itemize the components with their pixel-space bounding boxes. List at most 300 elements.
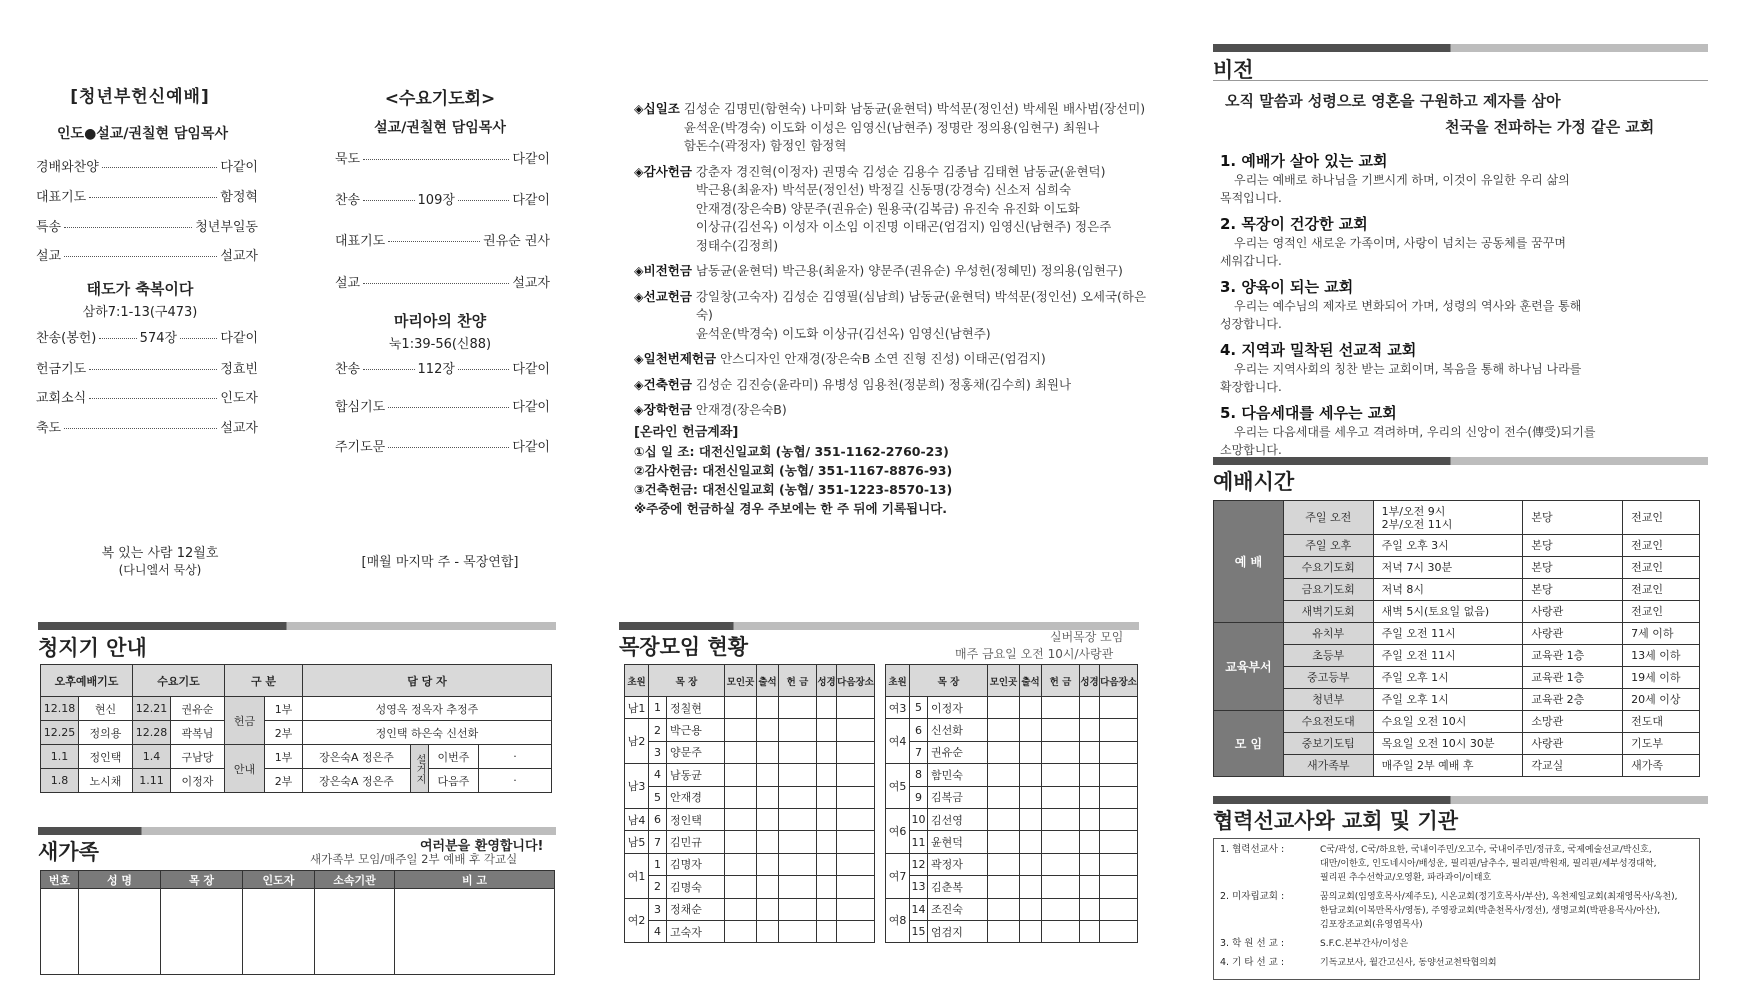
vision-item-desc: 우리는 다음세대를 세우고 격려하며, 우리의 신앙이 전수(傳受)되기를	[1234, 425, 1596, 439]
offering-group	[634, 100, 1154, 156]
cell-leader: 양문주	[667, 741, 725, 763]
cell-group: 남3	[625, 764, 649, 809]
worship-cell: 목요일 오전 10시 30분	[1373, 733, 1523, 755]
cell-blank	[1020, 808, 1042, 830]
newfamily-cell	[79, 889, 161, 975]
cell-blank	[757, 876, 779, 898]
cell-blank	[757, 697, 779, 719]
order-row	[36, 160, 258, 176]
worship-cell: 유치부	[1283, 623, 1373, 645]
cell-blank	[817, 808, 837, 830]
steward-name: 구남당	[171, 745, 225, 769]
steward-date: 12.18	[41, 697, 79, 721]
steward-table	[40, 664, 552, 793]
youth-footer-sub: (다니엘서 묵상)	[118, 563, 202, 577]
order-label: 경배와찬양	[36, 160, 99, 175]
cell-blank	[988, 808, 1020, 830]
worship-cell: 새벽기도회	[1283, 601, 1373, 623]
youth-sermon-ref: 삼하7:1-13(구473)	[82, 305, 198, 320]
cell-blank	[988, 719, 1020, 741]
newfamily-cell	[41, 889, 79, 975]
offering-names-line: 안재경(장은숙B) 양문주(권유순) 원용국(김복금) 유진숙 유진화 이도화	[695, 200, 1080, 216]
service-label: 1부	[265, 697, 303, 721]
cell-number: 5	[910, 697, 928, 719]
online-line: ①십 일 조: 대전신일교회 (농협/ 351-1162-2760-23)	[634, 444, 949, 459]
offering-names-line: 함돈수(곽정자) 함정인 함정혁	[683, 138, 847, 153]
service-label: 2부	[265, 721, 303, 745]
cell-group: 여6	[886, 808, 910, 853]
cell-header: 모인곳	[725, 665, 757, 697]
newfamily-cell	[161, 889, 243, 975]
steward-date: 12.25	[41, 721, 79, 745]
cell-number: 3	[649, 741, 667, 763]
cell-number: 2	[649, 719, 667, 741]
cell-blank	[725, 920, 757, 942]
cell-blank	[988, 786, 1020, 808]
cell-header: 성경	[1080, 665, 1100, 697]
order-dots	[363, 200, 414, 201]
mission-label: 3. 학 원 선 교 :	[1220, 938, 1285, 949]
cell-blank	[1100, 876, 1138, 898]
cell-blank	[779, 719, 817, 741]
cell-blank	[757, 898, 779, 920]
cell-blank	[1042, 786, 1080, 808]
order-row	[36, 331, 258, 347]
dishwashing-this-week: 이번주	[429, 745, 479, 769]
cell-heading: 목장모임 현황	[619, 635, 749, 659]
worship-group: 예 배	[1214, 501, 1284, 623]
cell-leader: 정인택	[667, 808, 725, 830]
worship-bar	[1213, 457, 1708, 465]
cell-blank	[779, 808, 817, 830]
online-line: ②감사헌금: 대전신일교회 (농협/ 351-1167-8876-93)	[634, 463, 953, 478]
cell-blank	[1100, 853, 1138, 875]
vision-item-desc: 우리는 예수님의 제자로 변화되어 가며, 성령의 역사와 훈련을 통해	[1234, 299, 1582, 313]
youth-sermon-title: 태도가 축복이다	[86, 280, 194, 298]
cell-blank	[725, 898, 757, 920]
offering-names-line: 안재경(장은숙B)	[695, 402, 787, 417]
online-accounts	[634, 423, 1154, 518]
cell-leader: 신선화	[928, 719, 988, 741]
newfamily-cell	[315, 889, 395, 975]
cell-blank	[988, 831, 1020, 853]
offering-group	[634, 163, 1154, 256]
cell-leader: 남동균	[667, 764, 725, 786]
cell-blank	[725, 853, 757, 875]
cell-group: 여4	[886, 719, 910, 764]
vision-item-desc: 목적입니다.	[1220, 191, 1282, 205]
cell-group: 남4	[625, 808, 649, 830]
cell-blank	[1100, 808, 1138, 830]
cell-leader: 김춘복	[928, 876, 988, 898]
cell-blank	[988, 764, 1020, 786]
dishwashing-name: ·	[479, 769, 552, 793]
cell-blank	[837, 808, 875, 830]
order-label: 주기도문	[335, 440, 386, 455]
cell-leader: 엄검지	[928, 920, 988, 942]
worship-cell: 전교인	[1623, 601, 1700, 623]
newfamily-bar	[38, 827, 556, 835]
steward-name: 현신	[79, 697, 133, 721]
order-label: 대표기도	[335, 234, 386, 249]
youth-leader: 인도●설교/권칠현 담임목사	[57, 126, 228, 142]
mission-line: 필리핀 추수선학교/오영환, 파라과이/이태호	[1320, 873, 1492, 883]
steward-header: 구 분	[225, 665, 303, 697]
order-hymn: 112장	[417, 362, 455, 377]
offering-names-line: 윤석운(박경숙) 이도화 이상규(김선옥) 임영신(남현주)	[695, 325, 991, 341]
guide-label: 안내	[225, 745, 265, 793]
worship-cell: 금요기도회	[1283, 579, 1373, 601]
cell-blank	[725, 741, 757, 763]
cell-blank	[779, 876, 817, 898]
cell-blank	[817, 876, 837, 898]
cell-leader: 김명자	[667, 853, 725, 875]
order-label: 헌금기도	[36, 362, 87, 377]
order-label: 축도	[36, 421, 62, 436]
order-dots	[89, 197, 217, 198]
cell-number: 7	[649, 831, 667, 853]
order-dots	[102, 167, 218, 168]
worship-cell: 본당	[1523, 557, 1623, 579]
cell-blank	[1020, 853, 1042, 875]
service-label: 2부	[265, 769, 303, 793]
cell-number: 4	[649, 920, 667, 942]
order-row	[335, 400, 550, 416]
cell-leader: 이정자	[928, 697, 988, 719]
worship-cell: 매주일 2부 예배 후	[1373, 755, 1523, 777]
steward-heading: 청지기 안내	[38, 636, 147, 660]
order-label: 특송	[36, 220, 62, 235]
cell-blank	[837, 697, 875, 719]
vision-item	[1220, 150, 1710, 207]
order-dots	[388, 447, 509, 448]
offering-names-line: 강일창(고숙자) 김성순 김영필(심남희) 남동균(윤현덕) 박석문(정인선) 오세국(하은숙)	[695, 288, 1147, 322]
offering-names-line: 이상규(김선옥) 이성자 이소임 이진명 이태곤(엄검지) 임영신(남현주) 정은주	[695, 219, 1112, 234]
vision-statement-1: 오직 말씀과 성령으로 영혼을 구원하고 제자를 삼아	[1225, 92, 1561, 110]
offering-group	[634, 401, 1154, 420]
offering-label: ◈선교헌금	[634, 288, 692, 304]
cell-leader: 김민규	[667, 831, 725, 853]
offering-label: ◈건축헌금	[634, 376, 692, 392]
cell-blank	[1042, 697, 1080, 719]
mission-values	[1320, 956, 1497, 970]
cell-group: 남5	[625, 831, 649, 853]
order-dots	[180, 338, 217, 339]
cell-blank	[1020, 920, 1042, 942]
worship-cell: 본당	[1523, 579, 1623, 601]
cell-blank	[837, 898, 875, 920]
guide-assignees: 장은숙A 정은주	[303, 745, 411, 769]
worship-cell: 주일 오전 11시	[1373, 645, 1523, 667]
offering-names-line: 윤석운(박경숙) 이도화 이성은 임영신(남현주) 정명란 정의용(임현구) 최원나	[683, 119, 1100, 135]
newfamily-header: 번호	[41, 871, 79, 889]
worship-cell: 전교인	[1623, 557, 1700, 579]
offering-names	[720, 350, 1046, 369]
vision-item	[1220, 213, 1710, 270]
order-hymn: 574장	[139, 331, 178, 346]
cell-number: 5	[649, 786, 667, 808]
steward-name: 이정자	[171, 769, 225, 793]
order-value: 다같이	[220, 160, 258, 175]
vision-underline	[1213, 80, 1708, 81]
worship-cell: 교육관 1층	[1523, 645, 1623, 667]
cell-blank	[757, 920, 779, 942]
offering-group	[634, 376, 1154, 395]
order-dots	[64, 428, 217, 429]
offering-names	[684, 100, 1145, 156]
cell-blank	[817, 853, 837, 875]
cell-blank	[1080, 808, 1100, 830]
cell-blank	[1100, 741, 1138, 763]
order-dots	[388, 241, 480, 242]
cell-blank	[757, 719, 779, 741]
cell-header: 성경	[817, 665, 837, 697]
cell-leader: 정채순	[667, 898, 725, 920]
cell-blank	[1100, 920, 1138, 942]
vision-item-desc: 우리는 예배로 하나님을 기쁘시게 하며, 이것이 유일한 우리 삶의	[1234, 173, 1570, 187]
mission-row	[1220, 890, 1693, 932]
cell-blank	[757, 831, 779, 853]
order-value: 다같이	[512, 400, 550, 415]
newfamily-header: 소속기관	[315, 871, 395, 889]
steward-bar	[38, 622, 556, 630]
cell-blank	[837, 920, 875, 942]
cell-blank	[988, 898, 1020, 920]
cell-blank	[1042, 920, 1080, 942]
order-dots	[64, 227, 192, 228]
worship-cell: 본당	[1523, 535, 1623, 557]
cell-number: 11	[910, 831, 928, 853]
worship-cell: 교육관 2층	[1523, 689, 1623, 711]
order-row	[335, 362, 550, 378]
vision-item-title: 5. 다음세대를 세우는 교회	[1220, 404, 1397, 422]
offering-names	[696, 262, 1123, 281]
cell-header: 출석	[757, 665, 779, 697]
order-label: 설교	[335, 276, 361, 291]
worship-cell: 교육관 1층	[1523, 667, 1623, 689]
cell-blank	[1080, 853, 1100, 875]
worship-heading: 예배시간	[1213, 470, 1295, 494]
vision-item-title: 4. 지역과 밀착된 선교적 교회	[1220, 341, 1417, 359]
worship-cell: 각교실	[1523, 755, 1623, 777]
order-dots	[99, 338, 136, 339]
cell-header: 초원	[625, 665, 649, 697]
cell-leader: 김선영	[928, 808, 988, 830]
cell-blank	[1080, 697, 1100, 719]
offering-assignees: 성영옥 정옥자 추정주	[303, 697, 552, 721]
cell-number: 14	[910, 898, 928, 920]
cell-leader: 윤현덕	[928, 831, 988, 853]
order-row	[36, 249, 258, 265]
offering-label: 헌금	[225, 697, 265, 745]
worship-cell: 청년부	[1283, 689, 1373, 711]
steward-date: 1.1	[41, 745, 79, 769]
cell-number: 6	[910, 719, 928, 741]
offering-names	[696, 163, 1111, 256]
cell-number: 8	[910, 764, 928, 786]
worship-cell: 새가족	[1623, 755, 1700, 777]
cell-header: 다음장소	[837, 665, 875, 697]
cell-blank	[988, 853, 1020, 875]
order-label: 합심기도	[335, 400, 386, 415]
cell-blank	[837, 831, 875, 853]
newfamily-heading: 새가족	[38, 840, 99, 864]
mission-line: 기독교보사, 월간고신사, 동양선교천탁협의회	[1320, 958, 1497, 968]
order-value: 설교자	[220, 421, 258, 436]
cell-group: 여8	[886, 898, 910, 943]
cell-blank	[725, 808, 757, 830]
worship-cell: 중보기도팀	[1283, 733, 1373, 755]
vision-bar	[1213, 44, 1708, 52]
cell-header: 초원	[886, 665, 910, 697]
cell-blank	[837, 719, 875, 741]
cell-table-left	[624, 664, 875, 943]
mission-row	[1220, 937, 1693, 951]
order-label: 설교	[36, 249, 62, 264]
wed-sermon-title: 마리아의 찬양	[393, 312, 487, 330]
mission-line: 김포장조교회(유영엽목사)	[1320, 920, 1423, 930]
cell-blank	[1020, 831, 1042, 853]
order-value: 다같이	[512, 440, 550, 455]
worship-cell: 저녁 8시	[1373, 579, 1523, 601]
vision-item	[1220, 339, 1710, 396]
cell-leader: 권유순	[928, 741, 988, 763]
cell-blank	[1080, 920, 1100, 942]
missions-heading: 협력선교사와 교회 및 기관	[1213, 809, 1459, 833]
cell-blank	[837, 786, 875, 808]
cell-blank	[1100, 831, 1138, 853]
cell-number: 2	[649, 876, 667, 898]
worship-cell: 주일 오전 11시	[1373, 623, 1523, 645]
order-row	[36, 220, 258, 236]
order-hymn: 109장	[417, 193, 455, 208]
worship-cell: 주일 오후 1시	[1373, 667, 1523, 689]
cell-note-1: 실버목장 모임	[1050, 630, 1124, 644]
cell-leader: 함민숙	[928, 764, 988, 786]
cell-blank	[1020, 786, 1042, 808]
online-line: ③건축헌금: 대전신일교회 (농협/ 351-1223-8570-13)	[634, 482, 953, 497]
cell-blank	[988, 741, 1020, 763]
wed-leader: 설교/권칠현 담임목사	[374, 120, 506, 136]
offering-label: ◈장학헌금	[634, 402, 692, 417]
cell-leader: 고숙자	[667, 920, 725, 942]
mission-label: 4. 기 타 선 교 :	[1220, 957, 1285, 968]
order-value: 다같이	[512, 362, 550, 377]
wed-footer: [매월 마지막 주 - 목장연합]	[361, 555, 519, 570]
vision-item	[1220, 402, 1710, 459]
cell-blank	[725, 831, 757, 853]
steward-date: 12.21	[133, 697, 171, 721]
cell-blank	[1020, 697, 1042, 719]
worship-cell: 7세 이하	[1623, 623, 1700, 645]
cell-blank	[1042, 831, 1080, 853]
order-row	[36, 421, 258, 437]
offering-label: ◈십일조	[634, 101, 680, 116]
mission-label: 1. 협력선교사 :	[1220, 844, 1285, 855]
guide-assignees: 장은숙A 정은주	[303, 769, 411, 793]
cell-leader: 정칠현	[667, 697, 725, 719]
cell-blank	[837, 876, 875, 898]
worship-cell: 새벽 5시(토요일 없음)	[1373, 601, 1523, 623]
worship-cell: 13세 이하	[1623, 645, 1700, 667]
vision-item-title: 2. 목장이 건강한 교회	[1220, 215, 1368, 233]
worship-cell: 초등부	[1283, 645, 1373, 667]
mission-line: C국/곽성, C국/하요한, 국내이주민/오고수, 국내이주민/정규호, 국제예술선교/박신호,	[1320, 845, 1652, 855]
dishwashing-next-week: 다음주	[429, 769, 479, 793]
newfamily-cell	[395, 889, 555, 975]
order-label: 교회소식	[36, 391, 87, 406]
cell-blank	[1042, 898, 1080, 920]
cell-blank	[779, 898, 817, 920]
vision-item-desc: 확장합니다.	[1220, 380, 1282, 394]
cell-number: 13	[910, 876, 928, 898]
worship-cell: 전교인	[1623, 579, 1700, 601]
cell-blank	[1020, 741, 1042, 763]
offering-names-line: 남동균(윤현덕) 박근용(최윤자) 양문주(권유순) 우성헌(정혜민) 정의용(임현구)	[695, 263, 1123, 278]
steward-name: 권유순	[171, 697, 225, 721]
mission-line: 대만/이한호, 인도네시아/배성운, 필리핀/남추수, 필리핀/박원재, 필리핀/세부성경대학,	[1320, 859, 1657, 869]
worship-cell: 본당	[1523, 501, 1623, 535]
wed-title: <수요기도회>	[384, 89, 496, 109]
service-label: 1부	[265, 745, 303, 769]
order-row	[335, 152, 550, 168]
cell-blank	[757, 853, 779, 875]
cell-number: 9	[910, 786, 928, 808]
worship-cell: 전교인	[1623, 501, 1700, 535]
cell-blank	[779, 697, 817, 719]
cell-leader: 박근용	[667, 719, 725, 741]
worship-cell: 수요일 오전 10시	[1373, 711, 1523, 733]
worship-cell: 기도부	[1623, 733, 1700, 755]
steward-date: 1.8	[41, 769, 79, 793]
order-dots	[64, 256, 217, 257]
steward-name: 정의용	[79, 721, 133, 745]
steward-date: 12.28	[133, 721, 171, 745]
newfamily-table	[40, 870, 555, 975]
vision-statement-2: 천국을 전파하는 가정 같은 교회	[1445, 118, 1655, 136]
cell-leader: 안재경	[667, 786, 725, 808]
cell-leader: 김명숙	[667, 876, 725, 898]
vision-items	[1220, 144, 1710, 459]
cell-group: 남1	[625, 697, 649, 719]
worship-cell: 주일 오후 3시	[1373, 535, 1523, 557]
cell-blank	[757, 786, 779, 808]
cell-blank	[817, 697, 837, 719]
worship-cell: 사랑관	[1523, 733, 1623, 755]
steward-date: 1.4	[133, 745, 171, 769]
cell-blank	[757, 808, 779, 830]
offering-names-line: 안스디자인 안재경(장은숙B 소연 진형 진성) 이태곤(엄검지)	[720, 351, 1046, 366]
cell-blank	[725, 764, 757, 786]
cell-number: 7	[910, 741, 928, 763]
cell-number: 6	[649, 808, 667, 830]
mission-line: 꿈의교회(임영호목사/제주도), 시온교회(정기호목사/부산), 옥천제일교회(최재영목사/옥천),	[1320, 892, 1678, 902]
youth-title: [청년부헌신예배]	[70, 87, 210, 107]
offering-names-line: 김성순 김명민(함현숙) 나미화 남동균(윤현덕) 박석문(정인선) 박세원 배사범(장선미)	[683, 101, 1146, 116]
cell-blank	[779, 831, 817, 853]
steward-name: 정인택	[79, 745, 133, 769]
cell-group: 남2	[625, 719, 649, 764]
offering-names-line: 박근용(최윤자) 박석문(정인선) 박정길 신동명(강경숙) 신소저 심희숙	[695, 182, 1072, 197]
mission-row	[1220, 956, 1693, 970]
cell-blank	[817, 920, 837, 942]
vision-item-title: 1. 예배가 살아 있는 교회	[1220, 152, 1388, 170]
cell-blank	[1080, 741, 1100, 763]
mission-values	[1320, 843, 1657, 885]
worship-cell: 수요전도대	[1283, 711, 1373, 733]
cell-header: 모인곳	[988, 665, 1020, 697]
cell-blank	[725, 697, 757, 719]
